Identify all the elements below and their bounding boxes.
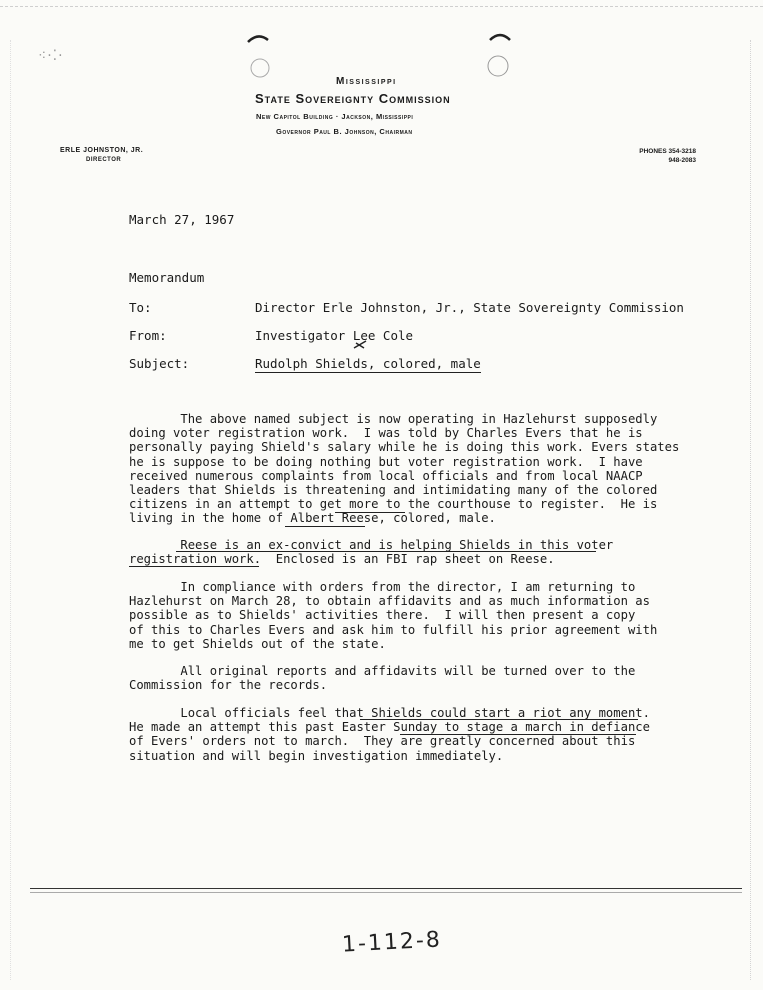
from-value: Investigator Lee Cole: [255, 328, 414, 343]
page-left-edge: [10, 40, 11, 980]
letterhead-governor: Governor Paul B. Johnson, Chairman: [276, 127, 413, 136]
letterhead-commission: State Sovereignty Commission: [255, 91, 451, 106]
subject-value: [255, 356, 481, 371]
footer-rule: [30, 888, 742, 889]
paragraph-1: The above named subject is now operating in Hazlehurst supposedly doing voter registration work. I was told by Charles Evers that he is personally paying Shield's salary while he is doing this work. Evers states he is suppose to be doing nothing but voter registration work. I have received numerous complaints from local officials and from local NAACP leaders that Shields is threatening and intimidating many of the colored citizens in an attempt to get more to the courthouse to register. He is living in the home of Albert Reese, colored, male.: [129, 412, 680, 526]
to-value: Director Erle Johnston, Jr., State Sovereignty Commission: [255, 300, 684, 315]
paragraph-3: In compliance with orders from the director, I am returning to Hazlehurst on March 28, to obtain affidavits and as much information as possible as to Shields' activities there. I will then present a copy of this to Charles Evers and ask him to fulfill his prior agreement with me to get Shields out of the state.: [129, 580, 658, 651]
left-seal-mark: [244, 30, 274, 80]
to-label: To:: [129, 300, 152, 315]
subject-text: Rudolph Shields, colored, male: [255, 356, 481, 371]
underline-registration-work: [129, 566, 259, 567]
paragraph-4: All original reports and affidavits will be turned over to the Commission for the records.: [129, 664, 636, 693]
paragraph-5: Local officials feel that Shields could start a riot any moment. He made an attempt this past Easter Sunday to stage a march in defiance of Evers' orders not to march. They are greatly concerned about this situation and will begin investigation immediately.: [129, 706, 650, 763]
subject-label: Subject:: [129, 356, 190, 371]
underline-reese-ex-convict: [176, 551, 596, 552]
phone-line-1: PHONES 354-3218: [639, 148, 696, 155]
phone-line-2: 948-2083: [668, 157, 696, 164]
page-top-edge: [0, 6, 763, 7]
handwritten-mark-icon: [352, 339, 368, 351]
page-right-edge: [750, 40, 751, 980]
letterhead-director-title: DIRECTOR: [86, 157, 122, 163]
underline-riot: [360, 719, 638, 720]
letterhead-address: New Capitol Building · Jackson, Mississippi: [256, 112, 414, 121]
memo-date: March 27, 1967: [129, 212, 235, 227]
underline-albert-reese: [285, 526, 365, 527]
footer-rule-shadow: [30, 892, 742, 893]
underline-more-to-the: [335, 512, 405, 513]
memo-type: Memorandum: [129, 270, 205, 285]
from-label: From:: [129, 328, 167, 343]
right-seal-mark: [482, 30, 516, 80]
letterhead-phones: [612, 147, 696, 165]
letterhead-director-name: ERLE JOHNSTON, JR.: [60, 147, 144, 154]
paragraph-2: Reese is an ex-convict and is helping Shields in this voter registration work. Enclosed is an FBI rap sheet on Reese.: [129, 538, 614, 567]
handwritten-document-number: 1-112-8: [341, 927, 443, 958]
margin-scribble: ⁖·⁚·: [38, 48, 64, 64]
letterhead-state: Mississippi: [336, 76, 397, 87]
underline-march: [400, 734, 636, 735]
